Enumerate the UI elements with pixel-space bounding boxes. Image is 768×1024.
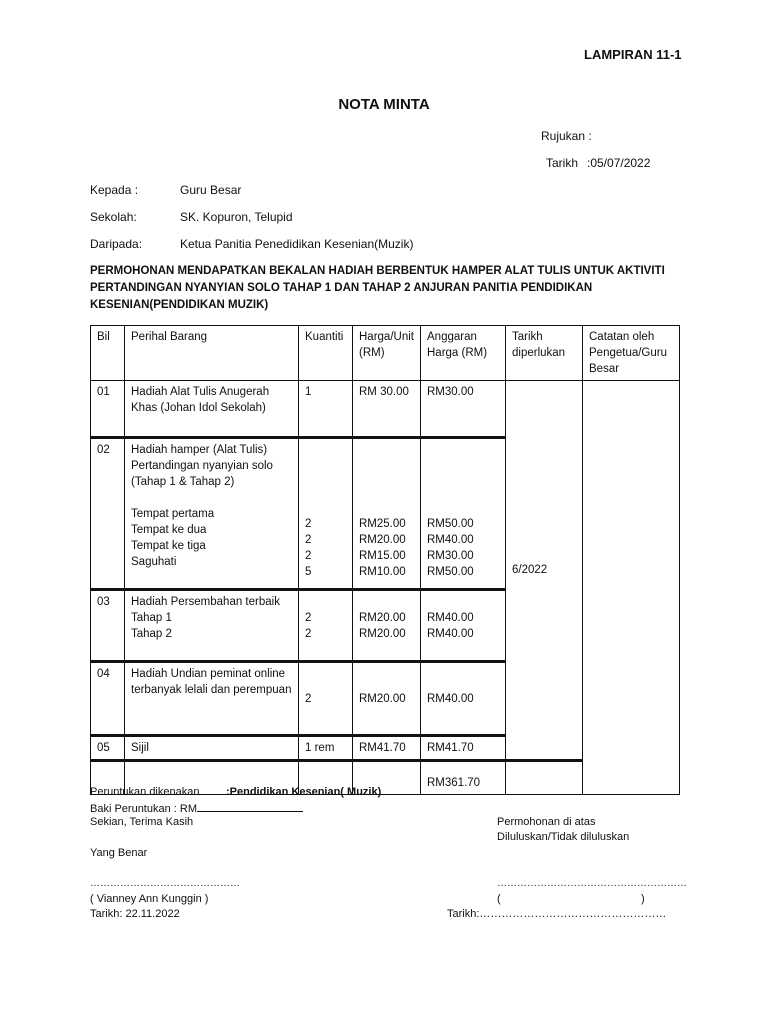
row3-item-kuantiti: 2 — [305, 612, 312, 624]
row2-item-harga: RM25.00 — [359, 518, 406, 530]
row5-perihal: Sijil — [125, 736, 299, 761]
peruntukan-value: :Pendidikan Kesenian( Muzik) — [226, 786, 382, 798]
row3-item-harga: RM20.00 — [359, 612, 406, 624]
rujukan-label: Rujukan : — [541, 129, 592, 143]
row2-item-anggaran: RM50.00 — [427, 518, 474, 530]
diluluskan-text: Diluluskan/Tidak diluluskan — [497, 831, 630, 843]
paren-close: ) — [641, 893, 645, 905]
table-row — [91, 381, 680, 438]
row2-item-kuantiti: 5 — [305, 566, 312, 578]
row2-item-kuantiti: 2 — [305, 518, 312, 530]
col-perihal: Perihal Barang — [125, 326, 299, 381]
row2-item-harga: RM15.00 — [359, 550, 406, 562]
row1-harga: RM 30.00 — [353, 381, 421, 438]
baki-label: Baki Peruntukan : RM — [90, 803, 197, 815]
row2-line2: Pertandingan nyanyian solo — [131, 460, 273, 472]
row2-item-kuantiti: 2 — [305, 550, 312, 562]
row2-item-label: Saguhati — [131, 556, 177, 568]
row1-kuantiti: 1 — [299, 381, 353, 438]
row3-item-anggaran: RM40.00 — [427, 628, 474, 640]
row3-bil: 03 — [91, 590, 125, 662]
row3-item-label: Tahap 2 — [131, 628, 172, 640]
yang-benar-text: Yang Benar — [90, 847, 148, 859]
row2-perihal — [125, 438, 299, 590]
signatory-name: ( Vianney Ann Kunggin ) — [90, 893, 209, 905]
row1-bil: 01 — [91, 381, 125, 438]
tarikh-right: Tarikh:…………………………………………… — [447, 908, 667, 920]
row3-kuantiti — [299, 590, 353, 662]
row4-kuantiti: 2 — [299, 662, 353, 736]
sekolah-label: Sekolah: — [90, 210, 137, 224]
signature-line-right: ………………………………………………… — [497, 878, 687, 889]
row3-item-harga: RM20.00 — [359, 628, 406, 640]
row2-bil: 02 — [91, 438, 125, 590]
row5-kuantiti: 1 rem — [299, 736, 353, 761]
row3-harga — [353, 590, 421, 662]
document-title: NOTA MINTA — [338, 96, 430, 113]
tarikh-value: :05/07/2022 — [587, 156, 651, 170]
lampiran-label: LAMPIRAN 11-1 — [584, 47, 682, 62]
paren-open: ( — [497, 893, 501, 905]
row4-bil: 04 — [91, 662, 125, 736]
sekian-text: Sekian, Terima Kasih — [90, 816, 194, 828]
peruntukan-label: Peruntukan dikenakan — [90, 786, 200, 798]
row2-item-kuantiti: 2 — [305, 534, 312, 546]
total-anggaran: RM361.70 — [421, 761, 506, 795]
col-harga: Harga/Unit (RM) — [353, 326, 421, 381]
row2-item-label: Tempat ke dua — [131, 524, 207, 536]
daripada-label: Daripada: — [90, 237, 143, 251]
row3-item-kuantiti: 2 — [305, 628, 312, 640]
row2-item-label: Tempat ke tiga — [131, 540, 206, 552]
baki-peruntukan — [90, 801, 303, 815]
row1-anggaran: RM30.00 — [421, 381, 506, 438]
row2-item-harga: RM10.00 — [359, 566, 406, 578]
row5-harga: RM41.70 — [353, 736, 421, 761]
tarikh-diperlukan-cell: 6/2022 — [506, 381, 583, 761]
row2-item-anggaran: RM30.00 — [427, 550, 474, 562]
row2-kuantiti — [299, 438, 353, 590]
subject-heading: PERMOHONAN MENDAPATKAN BEKALAN HADIAH BERBENTUK HAMPER ALAT TULIS UNTUK AKTIVITI PERTANDINGAN NYANYIAN SOLO TAHAP 1 DAN TAHAP 2 ANJURAN PANITIA PENDIDIKAN KESENIAN(PENDIDIKAN MUZIK) — [90, 265, 665, 311]
row2-item-harga: RM20.00 — [359, 534, 406, 546]
col-bil: Bil — [91, 326, 125, 381]
row4-perihal: Hadiah Undian peminat online terbanyak lelali dan perempuan — [125, 662, 299, 736]
row2-item-label: Tempat pertama — [131, 508, 215, 520]
daripada-value: Ketua Panitia Penedidikan Kesenian(Muzik) — [180, 237, 414, 251]
row2-line3: (Tahap 1 & Tahap 2) — [131, 476, 235, 488]
permohonan-text: Permohonan di atas — [497, 816, 596, 828]
signature-line-left: ……………………………………… — [90, 878, 240, 889]
row5-anggaran: RM41.70 — [421, 736, 506, 761]
col-anggaran: Anggaran Harga (RM) — [421, 326, 506, 381]
request-table — [90, 325, 680, 795]
row4-harga: RM20.00 — [353, 662, 421, 736]
row2-anggaran — [421, 438, 506, 590]
col-kuantiti: Kuantiti — [299, 326, 353, 381]
row3-anggaran — [421, 590, 506, 662]
baki-blank-line — [197, 801, 303, 812]
row2-line1: Hadiah hamper (Alat Tulis) — [131, 444, 268, 456]
col-tarikh: Tarikh diperlukan — [506, 326, 583, 381]
row3-item-anggaran: RM40.00 — [427, 612, 474, 624]
row3-perihal — [125, 590, 299, 662]
col-catatan: Catatan oleh Pengetua/Guru Besar — [583, 326, 680, 381]
tarikh-left: Tarikh: 22.11.2022 — [90, 908, 180, 920]
row3-item-label: Tahap 1 — [131, 612, 172, 624]
kepada-value: Guru Besar — [180, 183, 242, 197]
sekolah-value: SK. Kopuron, Telupid — [180, 210, 293, 224]
catatan-cell — [583, 381, 680, 795]
row2-harga — [353, 438, 421, 590]
table-header-row — [91, 326, 680, 381]
tarikh-label: Tarikh — [546, 156, 579, 170]
row2-item-anggaran: RM50.00 — [427, 566, 474, 578]
kepada-label: Kepada : — [90, 183, 139, 197]
row1-perihal: Hadiah Alat Tulis Anugerah Khas (Johan Idol Sekolah) — [125, 381, 299, 438]
row5-bil: 05 — [91, 736, 125, 761]
row3-line1: Hadiah Persembahan terbaik — [131, 596, 280, 608]
row4-anggaran: RM40.00 — [421, 662, 506, 736]
row2-item-anggaran: RM40.00 — [427, 534, 474, 546]
